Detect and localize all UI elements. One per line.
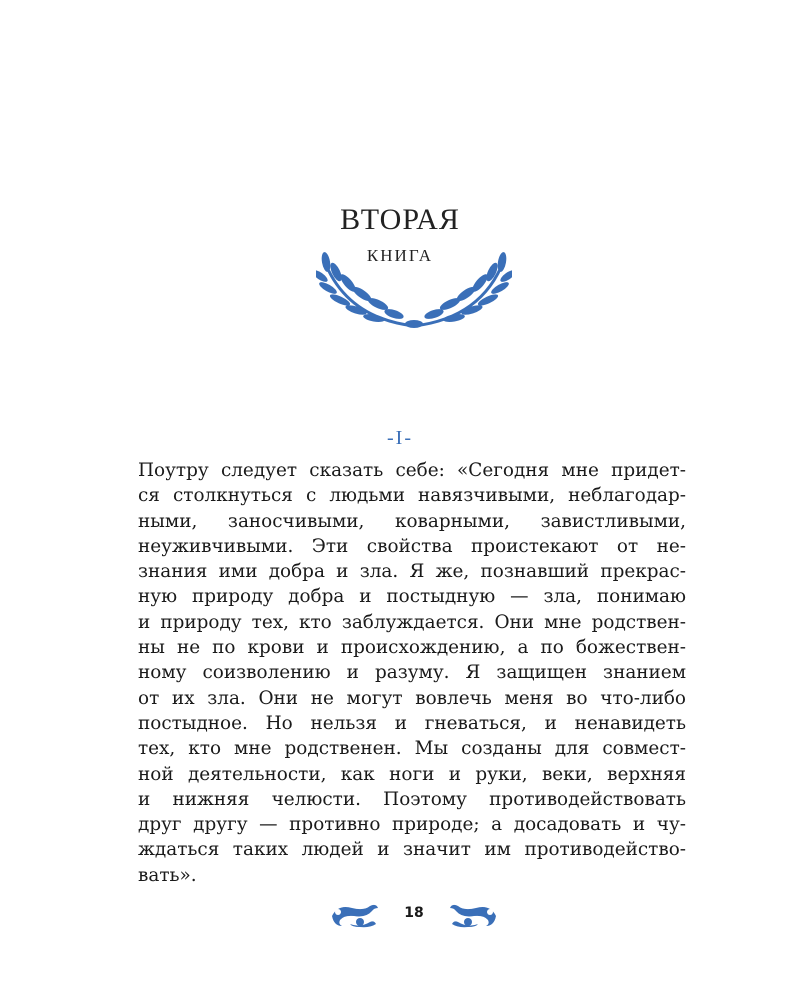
chapter-number: -I- xyxy=(387,427,413,449)
scroll-flourish-icon xyxy=(448,902,498,928)
text-line: ны не по крови и происхождению, а по божествен- xyxy=(138,637,686,659)
text-line: друг другу — противно природе; а досадовать и чу- xyxy=(138,814,686,836)
text-line: ждаться таких людей и значит им противодейство- xyxy=(138,839,686,861)
text-line: ную природу добра и постыдную — зла, понимаю xyxy=(138,586,686,608)
text-line: неуживчивыми. Эти свойства проистекают от не- xyxy=(138,535,686,557)
body-paragraph xyxy=(138,458,686,888)
scroll-flourish-icon xyxy=(330,902,380,928)
text-line: ному соизволению и разуму. Я защищен знанием xyxy=(138,662,686,684)
page-title: ВТОРАЯ xyxy=(340,203,460,236)
text-line: ными, заносчивыми, коварными, завистливыми, xyxy=(138,510,686,532)
text-line: вать». xyxy=(138,864,197,886)
text-line: ной деятельности, как ноги и руки, веки, верхняя xyxy=(138,763,686,785)
text-line: знания ими добра и зла. Я же, познавший прекрас- xyxy=(138,561,686,583)
text-line: и нижняя челюсти. Поэтому противодействовать xyxy=(138,788,686,810)
text-line: и природу тех, кто заблуждается. Они мне родствен- xyxy=(138,611,686,633)
page-subtitle: КНИГА xyxy=(366,246,434,265)
text-line: постыдное. Но нельзя и гневаться, и ненавидеть xyxy=(138,712,686,734)
page-number: 18 xyxy=(404,905,424,921)
text-line: Поутру следует сказать себе: «Сегодня мне придет- xyxy=(138,460,686,481)
text-line: от их зла. Они не могут вовлечь меня во что-либо xyxy=(138,687,686,709)
text-line: тех, кто мне родственен. Мы созданы для совмест- xyxy=(138,738,686,760)
text-line: ся столкнуться с людьми навязчивыми, неблагодар- xyxy=(138,485,686,507)
page-footer xyxy=(0,898,800,932)
